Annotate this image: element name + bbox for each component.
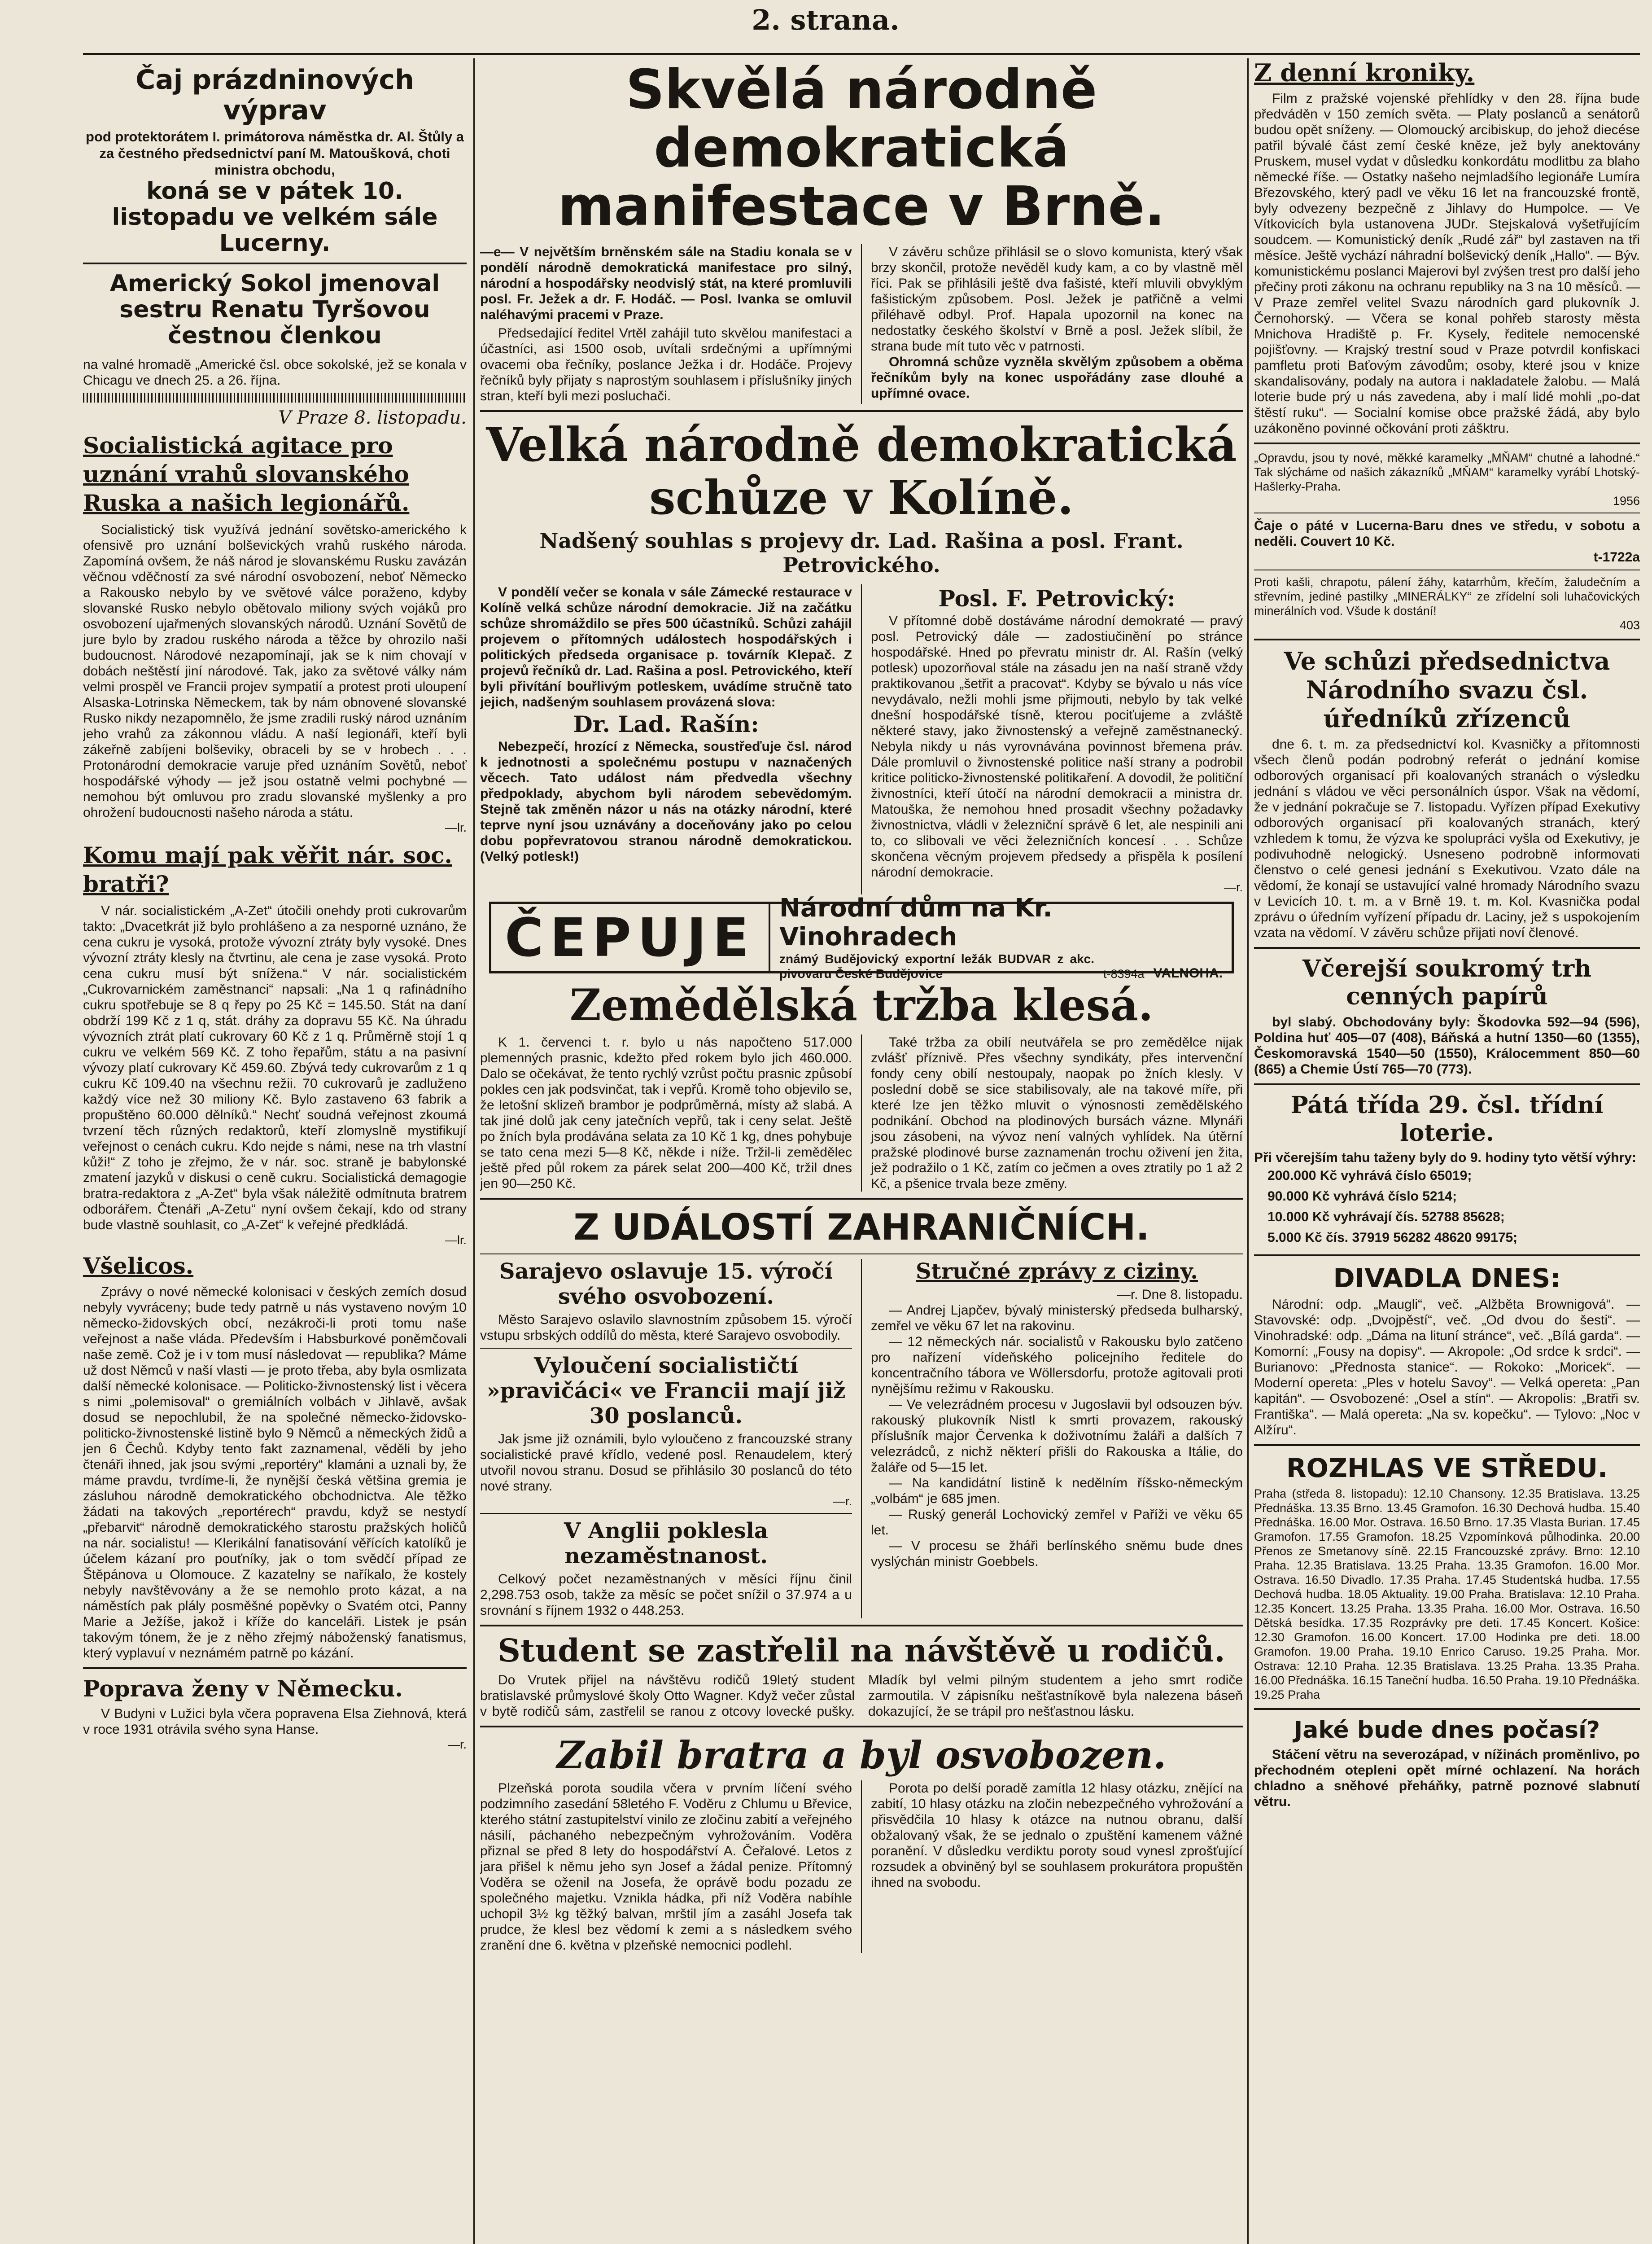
student-title: Student se zastřelil na návštěvě u rodičů.	[498, 1632, 1225, 1669]
zahranici-columns	[480, 1259, 1243, 1618]
strucne-item: — Ve velezrádném procesu v Jugoslavii byl odsouzen býv. rakouský plukovník Nistl k smrti provazem, rakouský příslušník major Červenka k doživotnímu žaláři a dalších 7 velezrádců, z nichž některí přišli do Rakouska a Itálie, do žaláře od 5—15 let.	[871, 1397, 1243, 1475]
cepuje-advert	[489, 894, 1234, 981]
divider	[83, 263, 467, 264]
petrovicky-body: V přítomné době dostáváme národní demokraté — pravý posl. Petrovický dále — zadostiučinění po stránce hospodářské. Hned po převratu ministr dr. Al. Rašín (velký potlesk) upozorňoval stále na zásadu jen na naší straně vždy praktikovanou „šetřit a pracovat“. Kdyby se bývalo u nás více nevydávalo, nežli mohli jsme přijmouti, nebylo by tak velké dnešní hospodářské tísně, kterou pociťujeme a zvláště některé stavy, jako živnostenský a veřejně zaměstnanecký. Nebyla nikdy u nás vyrovnávána povinnost břemena práv. Dále promluvil o živnostenské politice naší strany a podrobil kritice politicko-živnostenské politikaření. A dovodil, že političní živnostníci, kteří útočí na národní demokracii a ministra dr. Matouška, že nemohou hned prosadit všechny požadavky živnostnictva, vládli v železniční správě 6 let, ale nespinili ani to, co slibovali ve věci železničních koncesí . . . Schůze skončena věcným projevem předsedy a přispěla k posílení národní demokracie.	[871, 614, 1243, 880]
pocasi-body: Stáčení větru na severozápad, v nížinách proměnlivo, po přechodném otepleni opět mírné ochlazení. Na horách chladno a sněhové přeháňky, patrně poznové slabnutí větru.	[1254, 1747, 1640, 1809]
dateline: V Praze 8. listopadu.	[278, 408, 467, 428]
divadla-body: Národní: odp. „Maugli“, več. „Alžběta Brownigová“. — Stavovské: odp. „Dvojpěstí“, več. „Od dvou do šesti“. — Vinohradské: odp. „Dáma na lituní stránce“, več. „Bílá garda“. — Komorní: „Fousy na dopisy“. — Akropole: „Od srdce k srdci“. — Burianovo: „Přednosta stanice“. — Rokoko: „Moricek“. — Moderní operetа: „Ples v hotelu Savoy“. — Velká opereta: „Pan kapitán“. — Osvobozené: „Osel a stín“. — Akropolis: „Bratři sv. Františka“. — Malá operetа: „Na sv. kopečku“. — Tylovo: „Noc v Alžíru“.	[1254, 1297, 1640, 1438]
brno-right	[871, 244, 1243, 404]
rasin-head: Dr. Lad. Rašín:	[573, 711, 759, 737]
kolin-right	[871, 584, 1243, 894]
rasin-body: Nebezpečí, hrozící z Německa, soustřeďuje čsl. národ k jednotnosti a společnému postupu v naznačených věcech. Tato událost nám předvedla všechny předpoklady, abychom byli národem sebevědomým. Stejně tak změněn názor u nás na otázky národní, které teprve nyní jsou uznávány a doceňovány jako po celou dobu popřevratovou stranou národně demokratickou. (Velký potlesk!)	[480, 739, 852, 864]
kolin-title: Velká národně demokratická schůze v Kolíně.	[486, 417, 1237, 525]
kolin-left	[480, 584, 852, 894]
ad-street: VALNOHA.	[1153, 966, 1223, 981]
right-column	[1254, 58, 1640, 1810]
zabil-body1: Plzeňská porota soudila včera v prvním líčení svého podzimního zasedání 58letého F. Voděru z Chlumu u Břevice, kterého státní zastupitelství vinilo ze zločinu zabití a veřejného násilí, páchaného nebezpečným vyhrožováním. Voděra přiznal se před 8 lety do hospodářství A. Čeřalové. Letos z jara přišel k němu jeho syn Josef a žádal penize. Přítomný Voděra se oženil na Josefa, že oprávě bodu pozadu ze společného majetku. Vznikla hádka, při níž Voděra nabíhle uchopil 3½ kg těžký balvan, mrštil jím a zasáhl Josefa tak prudce, že klesl bez vědomí k zemi a s následkem svého zranění dne 6. května v plzeňské nemocnici podlehl.	[480, 1781, 852, 1953]
rozhlas-body: Praha (středa 8. listopadu): 12.10 Chansony. 12.35 Bratislava. 13.25 Přednáška. 13.35 Brno. 13.45 Gramofon. 16.30 Dechová hudba. 15.40 Přednáška. 16.00 Mor. Ostrava. 16.50 Brno. 17.35 Vlasta Burian. 17.45 Gramofon. 17.55 Gramofon. 18.25 Vzpomínková půlhodinka. 20.00 Přenos ze Smetanovy síně. 22.15 Francouzské zprávy. Brno: 12.10 Praha. 12.35 Bratislava. 13.25 Praha. 13.35 Gramofon. 16.00 Mor. Ostrava. 16.50 Divadlo. 17.35 Praha. 17.45 Studentská hudba. 17.55 Dechová hudba. 18.05 Aktuality. 19.00 Praha. Bratislava: 12.10 Praha. 12.35 Koncert. 13.25 Praha. 13.35 Praha. 16.00 Mor. Ostrava. 16.50 Dětská besídka. 17.35 Rozprávky pre deti. 17.45 Koncert. Košice: 12.30 Gramofon. 16.00 Koncert. 17.00 Hodinka pre deti. 18.00 Gramofon. 19.00 Praha. 19.10 Enrico Caruso. 19.25 Praha. Mor. Ostrava: 12.10 Praha. 12.35 Bratislava. 13.25 Praha. 13.35 Praha. 16.00 Přednáška. 16.15 Taneční hudba. 16.50 Praha. 19.10 Přednáška. 19.25 Praha	[1254, 1487, 1640, 1701]
agitace-title: Socialistická agitace pro uznání vrahů slovanského Ruska a našich legionářů.	[83, 432, 410, 516]
petrovicky-head: Posl. F. Petrovický:	[938, 585, 1176, 612]
komu-body: V nár. socialistickém „A-Zet“ útočili onehdy proti cukrovarům takto: „Dvacetkrát již bylo prohlášeno a za nesporné uznáno, že cena cukru je vysoká, protože vývozní ztráty byly vysoké. Dnes vývozní ztráty klesly na čtvrtinu, ale cena je zase vysoká. Proto cena cukru musí být snížena.“ V nár. socialistickém „Cukrovarnickém zaměstnanci“ napsali: „Na 1 q rafinádního cukru spotřebuje se 8 q řepy po 25 Kč = 145.50. Stát na daní obdrží 199 Kč z 1 q, stát. dráhy za dopravu 55 Kč. Na úhradu vývozních ztrát platí cukrovary 60 Kč z 1 q. Průměrně stojí 1 q cukru ve velkém 569 Kč. Z toho řepařům, státu a na pasivní vývozy platí cukrovary Kč 459.60. Zbývá tedy cukrovarům z 1 q cukru Kč 109.40 na všechnu režii. 70 cukrovarů je zadluženo každý více než 30 miliony Kč. Bylo zastaveno 63 fabrik a propuštěno 60.000 dělníků.“ Nechť soudná veřejnost zkoumá tvrzení těch různých redaktorů, kteří zlomyslně mystifikují veřejnost o cenách cukru. Kdo nejde s námi, nese na trh vlastní kůži!“ Z toho je zřejmo, že v nár. soc. straně je babylonské zmatení jazyků v diskusi o ceně cukru. Socialistická demagogie bratra-redaktora z „A-Zet“ byla však náležitě odmítnuta bratrem odborářem. Čtenáři „A-Zetu“ nyní ovšem čekají, kdo od strany bude vlastně souhlasit, co „A-Zet“ k veřejné předkládá.	[83, 903, 467, 1232]
zahranici-title: Z UDÁLOSTÍ ZAHRANIČNÍCH.	[573, 1206, 1149, 1248]
strucne-item: — Ruský generál Lochovický zemřel v Paříži ve věku 65 let.	[871, 1507, 1243, 1538]
loterie-row: 200.000 Kč vyhrává číslo 65019;	[1267, 1168, 1472, 1183]
kroniky-title: Z denní kroniky.	[1254, 58, 1475, 87]
zahranici-left	[480, 1259, 852, 1618]
divider	[1254, 947, 1640, 949]
strucne-date: —r. Dne 8. listopadu.	[1117, 1287, 1243, 1302]
ornament-rule	[83, 393, 467, 403]
divider	[480, 1625, 1243, 1626]
ad-text: „Opravdu, jsou ty nové, měkké karamelky „MŇAM“ chutné a lahodné.“ Tak slýcháme od našich zákazníků „MŇAM“ karamelky vyrábí Lhotský-Hašlerky-Praha.	[1254, 451, 1640, 493]
kroniky-body: Film z pražské vojenské přehlídky v den 28. října bude předváděn v 150 zemích světa. — Platy poslanců a senátorů budou opět sníženy. — Olomoucký arcibiskup, do jehož diecése patřil bývalé část zemí české kněze, jež byly anektovány Pruskem, musel vydat v důsledku konkordátu modlitbu za blaho německé říše. — Ostatky našeho nejmladšího legionáře Lumíra Březovského, který padl ve věku 16 let na francouzské frontě, byly odvezeny bezpečně z Jihlavy do Humpolce. — Ve Vítkovicích byla ustanovena JUDr. Stejskalová vyšetřujícím soudcem. — Komunistický deník „Rudé zář“ byl zastaven na tři měsíce. Ještě vychází náhradní bolševický deník „Hallo“. — Býv. komunistickému poslanci Majerovi byl zvýšen trest pro další jeho přečiny proti zákonu na ochranu republiky na 3 na 10 měsíců. — V Praze zemřel velitel Svazu národních gard plukovník J. Černohorský. — Včera se konal pohřeb starosty města Mnichova Hradiště p. Fr. Kysely, ředitele nemocenské pojišťovny. — Krajský trestní soud v Praze potvrdil konfiskaci pamfletu proti Baťovým závodům; osoby, které jsou v knize skandalisovány, podaly na autora i nakladatele žalobu. — Malá loterie bude prý u nás zavedena, aby i malí lidé mohli „po-dat štěstí ruku“. — Socialní komise obce pražské žádá, aby bylo uzákoněno povinné očkování proti zášktru.	[1254, 91, 1640, 436]
kolin-sign: —r.	[1224, 881, 1243, 894]
trzba-title: Zemědělská tržba klesá.	[569, 980, 1154, 1030]
ad-code: 1956	[1613, 494, 1640, 508]
column-divider	[473, 58, 475, 2244]
center-column	[480, 58, 1243, 1953]
loterie-title: Pátá třída 29. čsl. třídní loterie.	[1290, 1091, 1604, 1147]
urednici-body: dne 6. t. m. za předsednictví kol. Kvasničky a přítomnosti všech členů podán podrobný referát o jednání komise odborových organisací při koalovaných stranách o výsledku jednání s vládou ve věci personálních úspor. Však na vědomí, že v jednání pokračuje se 7. listopadu. Vyřízen případ Exekutivy odborových organisací při koalovaných stranách, který vzhledem k tomu, že výzva ke spolupráci vyšla od Exekutivy, je podivuhodně nelogický. Usneseno podrobně informovati členstvo o celé genesi jednání s Exekutivou. Vzato dále na vědomí, že konají se ustavující valné hromady Národního svazu v Levicích 10. t. m. a v Brně 19. t. m. Kol. Kvasnička podal zprávu o úředním vyřízení případu dr. Laciny, jež s uspokojením vzata na vědomí. V závěru schůze přijati noví členové.	[1254, 737, 1640, 940]
ad-word: ČEPUJE	[491, 904, 770, 971]
left-column	[83, 58, 467, 1752]
rozhlas-title: ROZHLAS VE STŘEDU.	[1286, 1453, 1608, 1483]
sarajevo-body: Město Sarajevo oslavilo slavnostním způsobem 15. výročí vstupu srbských oddílů do města, které Sarajevo osvobodily.	[480, 1312, 852, 1343]
poprava-sign: —r.	[447, 1738, 467, 1751]
strucne-item: — V procesu se žháři berlínského sněmu bude dnes vyslýchán ministr Goebbels.	[871, 1538, 1243, 1569]
pocasi-title: Jaké bude dnes počasí?	[1294, 1717, 1600, 1744]
anglie-title: V Anglii poklesla nezaměstnanost.	[564, 1518, 769, 1569]
ad-text: Proti kašli, chrapotu, pálení žáhy, katarrhům, křečím, žaludečním a střevním, jediné pastilky „MINERÁLKY“ ze zřídelní soli luhačovických minerálních vod. Všude k dostání!	[1254, 575, 1640, 618]
advert-mineralky	[1254, 575, 1640, 632]
strucne-title: Stručné zprávy z ciziny.	[915, 1259, 1198, 1284]
urednici-title: Ve schůzi předsednictva Národního svazu čsl. úředníků zřízenců	[1284, 647, 1610, 733]
strucne-item: — Na kandidátní listině k nedělním říšsko-německým „volbám“ je 685 jmen.	[871, 1476, 1243, 1506]
brno-body2: V závěru schůze přihlásil se o slovo komunista, který však brzy skončil, protože nevěděl kudy kam, a co by vlastně měl říci. Pak se přihlásili ještě dva fašisté, kteří mluvili obvyklým fašistickým způsobem. Posl. Ježek je patřičně a velmi přiléhavě odbyl. Prof. Hapala upozornil na konec na nedostatky českého školství v Brně a posl. Ježek slíbil, že strana bude mít tuto věc v patrnosti.	[871, 245, 1243, 354]
brno-columns	[480, 244, 1243, 404]
ad-code: 403	[1619, 618, 1640, 632]
advert-lucerna	[1254, 518, 1640, 565]
brno-left	[480, 244, 852, 404]
ad-code: t-1722a	[1593, 550, 1640, 565]
kolin-subtitle: Nadšený souhlas s projevy dr. Lad. Rašina a posl. Frant. Petrovického.	[539, 529, 1184, 577]
poprava-title: Poprava ženy v Německu.	[83, 1675, 403, 1702]
zabil-body2: Porota po delší poradě zamítla 12 hlasy otázku, znějící na zabití, 10 hlasy otázku na zločin nebezpečného vyhrožování a přisvědčila 10 hlasy k otázce na nutnou obranu, další obžalovaný však, že se jednalo o zpuštění kamenem vážné poranění. V důsledku verdiktu poroty soud vynesl zprošťující rozsudek a obviněný byl se souhlasem prokurátora propuštěn ihned na svobodu.	[871, 1781, 1243, 1890]
brno-body1: Předsedající ředitel Vrtěl zahájil tuto skvělou manifestaci a účastníci, asi 1500 osob, uvítali srdečnými a upřímnými ovacemi oba řečníky, poslance Ježka i dr. Hodáče. Projevy řečníků byly přijaty s naprostým souhlasem i příslušníky jiných stran, kteří byli mezi posluchači.	[480, 326, 852, 403]
page-number: 2. strana.	[752, 4, 900, 36]
zabil-columns	[480, 1780, 1243, 1953]
divider	[1254, 1708, 1640, 1710]
loterie-row: 5.000 Kč čís. 37919 56282 48620 99175;	[1267, 1230, 1518, 1245]
komu-sign: —lr.	[445, 1233, 467, 1247]
papiru-body: byl slabý. Obchodovány byly: Škodovka 592—94 (596), Poldina huť 405—07 (408), Báňská a hutní 1350—60 (1355), Českomoravská 1540—50 (1550), Králocemment 850—60 (865) a Chemie Ústí 765—70 (773).	[1254, 1015, 1640, 1077]
strucne-item: — 12 německých nár. socialistů v Rakousku bylo zatčeno pro nařízení vídeňského policejního ředitele do koncentračního tábora ve Wöllersdorfu, protože agitovali proti nynějšímu režimu v Rakousku.	[871, 1334, 1243, 1396]
divider	[480, 1726, 1243, 1727]
trzba-body2: Také tržba za obilí neutvářela se pro zemědělce nijak zvlášť příznivě. Přes všechny syndikáty, přes intervenční fondy ceny obilí nestoupaly, naopak po žních klesly. V poslední době se sice stabilisovaly, ale na takové míře, při které lze jen těžko mluvit o výnosnosti zemědělského podnikání. Obchod na plodinových bursách vázne. Mlynáři jsou zásobeni, na vývoz není valných vyhlídek. Na útěrní pražské plodinové burse zaznamenán trochu oživení jen žita, jež podražilo o 1 Kč, zatím co ječmen a oves ztratily po 1 až 2 Kč, a pšenice trvala beze změny.	[871, 1035, 1243, 1191]
trzba-body1: K 1. červenci t. r. bylo u nás napočteno 517.000 plemenných prasnic, kdežto před rokem bylo jich 460.000. Dalo se očekávat, že tento rychlý vzrůst počtu prasnic způsobí pokles cen jak podsvinčat, tak i vepřů. Kromě toho objevilo se, že letošní sklizeň brambor je podprůměrná, místy až slabá. A tak jiné dolů jak ceny jatečních vepřů, tak i ceny selat. Ještě po žních byla prodávána selata za 10 Kč 1 kg, dnes pohybuje se tato cena mezi 5—8 Kč, někde i níže. Tržil-li zemědělec ještě před půl rokem za párek selat 200—400 Kč, tržil dnes jen 90—250 Kč.	[480, 1035, 852, 1191]
sarajevo-title: Sarajevo oslavuje 15. výročí svého osvobození.	[499, 1259, 833, 1309]
divider	[83, 1667, 467, 1669]
loterie-row: 90.000 Kč vyhrává číslo 5214;	[1267, 1189, 1457, 1204]
caj-when: koná se v pátek 10. listopadu ve velkém sále Lucerny.	[112, 178, 438, 257]
kolin-columns	[480, 584, 1243, 894]
sokol-body: na valné hromadě „Americké čsl. obce sokolské, jež se konala v Chicagu ve dnech 25. a 26. října.	[83, 357, 467, 388]
caj-body: pod protektorátem I. primátorova náměstka dr. Al. Štůly a za čestného předsednictví paní M. Matoušková, choti ministra obchodu,	[86, 129, 464, 178]
top-rule	[83, 53, 1640, 55]
column-divider	[1247, 58, 1249, 2244]
ad-phone: t-8394a	[1103, 967, 1145, 981]
brno-lead: —e— V největším brněnském sále na Stadiu konala se v pondělí národně demokratická manifestace pro silný, národní a hospodářsky neodvislý stát, na které promluvili posl. Fr. Ježek a dr. F. Hodáč. — Posl. Ivanka se omluvil naléhavými pracemi v Praze.	[480, 245, 852, 322]
ad-text: Čaje o páté v Lucerna-Baru dnes ve středu, v sobotu a neděli. Couvert 10 Kč.	[1254, 518, 1640, 549]
sokol-title: Americký Sokol jmenoval sestru Renatu Tyršovou čestnou členkou	[109, 270, 440, 349]
zabil-title: Zabil bratra a byl osvobozen.	[556, 1733, 1167, 1777]
vselicos-title: Všelicos.	[83, 1253, 194, 1279]
poprava-body: V Budyni v Lužici byla včera popravena Elsa Ziehnová, která v roce 1931 otrávila svého syna Hanse.	[83, 1706, 467, 1737]
divider	[1254, 443, 1640, 444]
divider	[1254, 1083, 1640, 1085]
caj-title: Čaj prázdninových výprav	[135, 64, 414, 126]
agitace-body: Socialistický tisk využívá jednání sovětsko-amerického k ofensivě pro uznání bolševických vrahů ruského národa. Zapomíná ovšem, že náš národ je slovanskému Rusku zavázán věčnou vděčností za své národní osvobození, neboť Německo a Rakousko nebylo by ve světové válce poraženo, kdyby slovanské Rusko nebylo obětovalo miliony svých vojáků pro osvobození ujařmených slovanských národů. Uznání Sovětů de jure bylo by zradou ruského národa a těžce by ohrozilo naši budoucnost. Národové nezapomínají, jak se k nim chovají v dobách neštěstí jiní národové. Tak, jako za světové války nám velmi prospěl ve Francii projev sympatií a protest proti uloupení Alsaska-Lotrinska Německem, tak by nám obnovené slovanské Rusko nikdy nezapomnělo, že jsme zradili ruský národ uznáním jeho vrahů za zákonnou vládu. A naší legionáři, kteří byli zákeřně zabíjeni bolševiky, obraceli by se v hrobech . . . Protonárodní demokracie varuje před uznáním Sovětů, neboť hospodářské výhody — jež jsou ostatně velmi pochybné — nemohou být omluvou pro zradu slovanské myšlenky a pro ohrožení budoucnosti našeho národa a státu.	[83, 522, 467, 820]
divider	[1254, 1444, 1640, 1446]
divider	[480, 1198, 1243, 1200]
papiru-title: Včerejší soukromý trh cenných papírů	[1302, 955, 1591, 1010]
trzba-columns	[480, 1034, 1243, 1192]
vylouceni-body: Jak jsme již oznámili, bylo vyloučeno z francouzské strany socialistické pravé křídlo, vedené posl. Renaudelem, který utvořil novou stranu. Dosud se přihlásilo 30 poslanců do této nové strany.	[480, 1432, 852, 1494]
brno-end: Ohromná schůze vyzněla skvělým způsobem a oběma řečníkům byly na konec uspořádány zase dlouhé a upřímné ovace.	[871, 355, 1243, 401]
vylouceni-title: Vyloučení socialističtí »pravičáci« ve Francii mají již 30 poslanců.	[486, 1353, 846, 1429]
divider	[1254, 639, 1640, 640]
ad-text: známý Budějovický exportní ležák BUDVAR z akc. pivovaru České Budějovice	[779, 952, 1094, 981]
vylouceni-sign: —r.	[833, 1495, 852, 1508]
strucne-item: — Andrej Ljapčev, bývalý ministerský předseda bulharský, zemřel ve věku 67 let na rakovinu.	[871, 1303, 1243, 1333]
loterie-row: 10.000 Kč vyhrávají čís. 52788 85628;	[1267, 1210, 1505, 1224]
divider	[1254, 1254, 1640, 1256]
zahranici-right	[871, 1259, 1243, 1618]
ad-venue: Národní dům na Kr. Vinohradech	[779, 894, 1053, 951]
kolin-body1: V pondělí večer se konala v sále Zámecké restaurace v Kolíně velká schůze národní demokracie. Již na začátku schůze shromáždilo se přes 500 účastníků. Schůzi zahájil projevem o přítomných událostech hospodářských i politických předseda organisace p. továrník Klepač. Z projevů řečníků dr. Lad. Rašina a posl. Petrovického, kteří byli přivítání bouřlivým potleskem, uvádíme stručně tato jejich, nadšeným souhlasem provázená slova:	[480, 585, 852, 710]
anglie-body: Celkový počet nezaměstnaných v měsíci říjnu činil 2,298.753 osob, takže za měsíc se počet snížil o 37.974 a u srovnání s říjnem 1932 o 448.253.	[480, 1572, 852, 1618]
brno-title: Skvělá národně demokratická manifestace v Brně.	[558, 59, 1165, 238]
agitace-sign: —lr.	[445, 821, 467, 834]
advert-mnam	[1254, 451, 1640, 508]
student-body: Do Vrutek přijel na návštěvu rodičů 19letý student bratislavské průmyslové školy Otto Wagner. Když večer zůstal v bytě rodičů sám, zastřelil se ranou z otcovy lovecké pušky. Mladík byl velmi pilným studentem a jeho smrt rodiče zarmoutila. V zápisníku nešťastníkově byla nalezena báseň dokazující, že se trápil pro nešťastnou lásku.	[480, 1673, 1243, 1719]
loterie-intro: Při včerejším tahu taženy byly do 9. hodiny tyto větší výhry:	[1254, 1150, 1636, 1165]
divider	[480, 410, 1243, 412]
divadla-title: DIVADLA DNES:	[1333, 1263, 1561, 1293]
vselicos-body: Zprávy o nové německé kolonisaci v českých zemích dosud nebyly vyvráceny; bude tedy patrně u nás vystaveno novým 10 německo-židovských obcí, nezákroči-li proti tomu naše veřejnost a naše vláda. Především i Habsburkové poněmčovali naše země. Což je i v tom musí následovat — republika? Máme už dost Němců v naší vlasti — je proto třeba, aby byla osmlizata další německé kolonisace. — Politicko-živnostenský list i věcera s nimi „polemisoval“ o gremiálních volbách v Jihlavě, avšak dosud se nepochlubil, že na společné německo-židovsko-politicko-živnostenské listině bylo 9 Němců a německých židů a jen 6 Čechů. Kdyby tento fakt zaznamenal, věděli by jeho čtenáři ihned, jak jsou svými „reportéry“ klamáni a uznali by, že máme pravdu, tvrdíme-li, že nynější česká většina gremia je zásluhou národně demokratického obchodnictva. Ale těžko žádati na takových „reportérech“ pravdu, když se nestydí „přebarvit“ národně demokratického starostu pražských holičů na nár. socialistu! — Klerikální fanatisování věřících katolíků je účelem kázaní pro pouťníky, jak o tom svědčí případ ze Štěpánova u Olomouce. Z kazatelny se naříkalo, že kostely nebyly navštěvovány a že se nemohlo proto kázat, a na náměstích pak plály posměšné popěvky o Svatém otci, Panny Marie a Ježíše, jakož i kříže do kanceláři. Listek je psán takovým tónem, že je z něho zřejmý náboženský fanatismus, který vyplavuí v neznámém patrně po kázání.	[83, 1284, 467, 1661]
komu-title: Komu mají pak věřit nár. soc. bratři?	[83, 842, 452, 897]
